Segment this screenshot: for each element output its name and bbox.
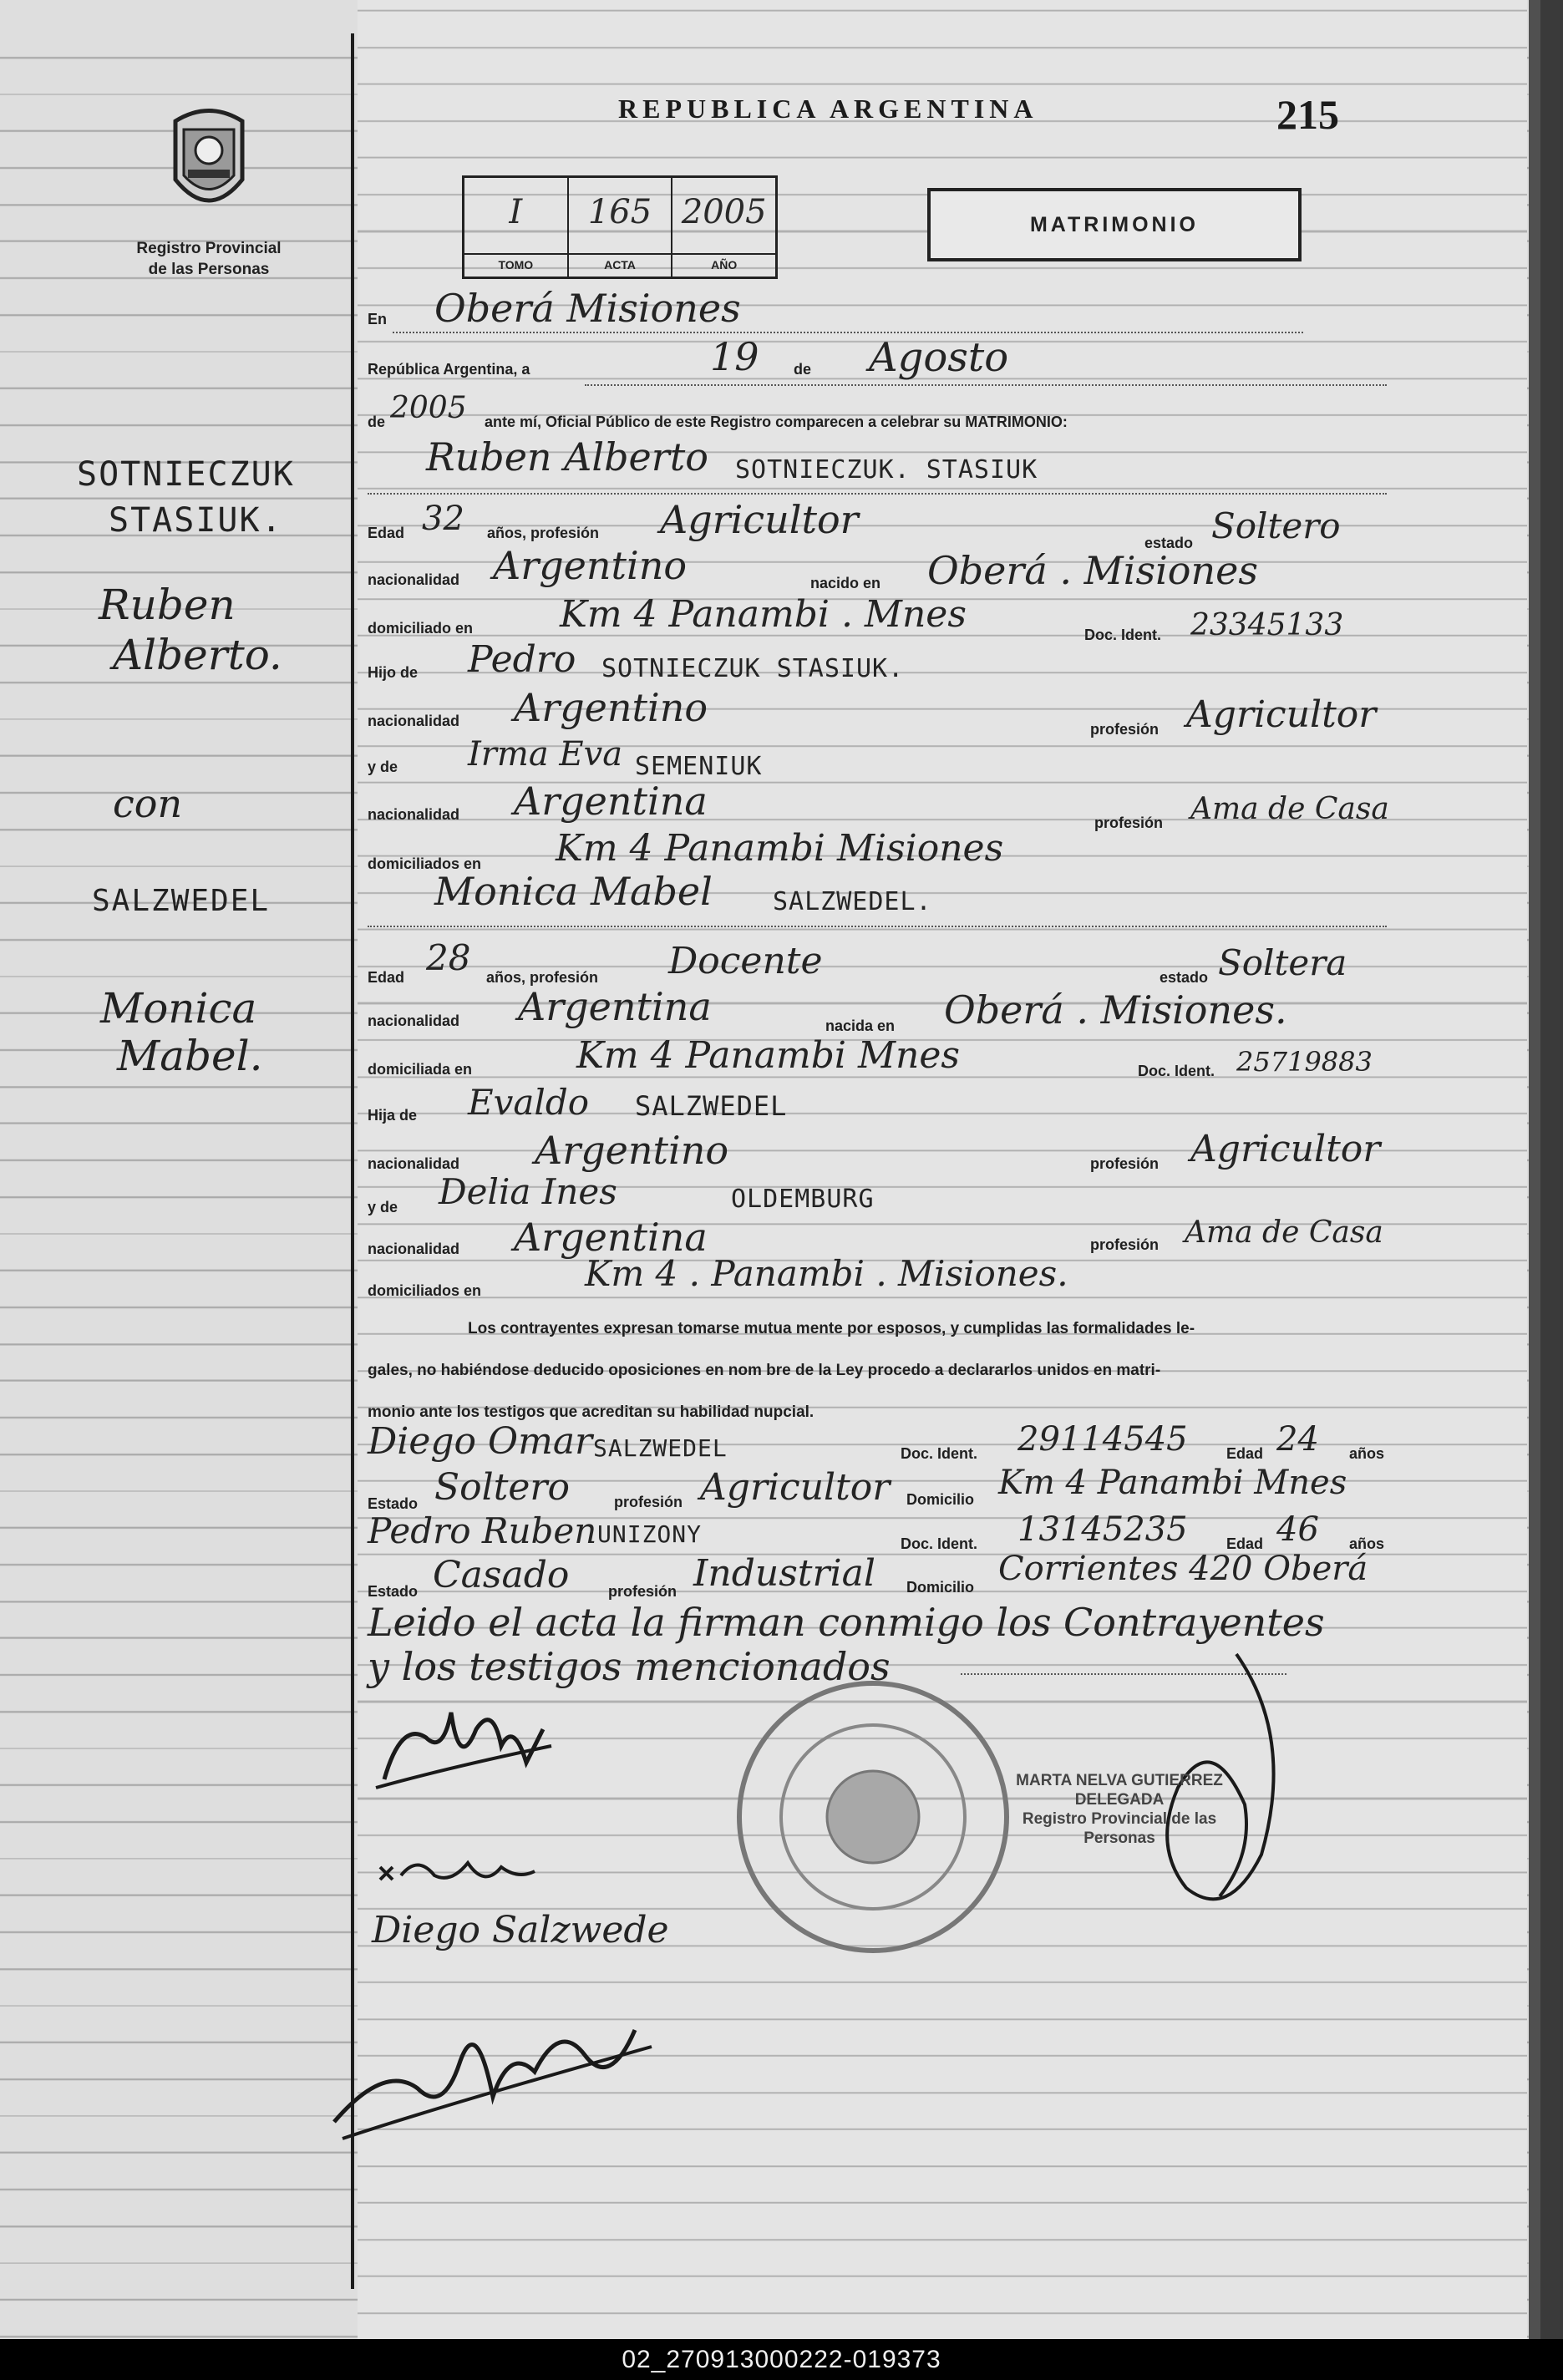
bride-mother-given: Delia Ines (439, 1171, 617, 1212)
declaration-line-2: gales, no habiéndose deducido oposiciones en nom bre de la Ley procedo a declararlos unidos en matri- (368, 1362, 1161, 1379)
official-stamp-text (986, 1771, 1253, 1855)
intro-text: ante mí, Oficial Público de este Registro comparecen a celebrar su MATRIMONIO: (485, 414, 1068, 430)
witness1-given: Diego Omar (368, 1420, 593, 1463)
groom-mother-nat: Argentina (514, 779, 708, 824)
closing-line-2: y los testigos mencionados (368, 1644, 891, 1689)
bride-name-line (368, 926, 1387, 927)
tomo-cell (464, 178, 569, 277)
witness1-estado-label: Estado (368, 1495, 419, 1512)
record-type-box: MATRIMONIO (927, 188, 1302, 261)
witness2-age: 46 (1276, 1510, 1319, 1549)
bride-surname: SALZWEDEL. (773, 887, 932, 916)
bride-doc-label: Doc. Ident. (1138, 1063, 1215, 1079)
groom-profession: Agricultor (660, 497, 859, 542)
official-registry: Registro Provincial de las Personas (1022, 1810, 1217, 1847)
witness1-domicilio-label: Domicilio (906, 1491, 975, 1508)
groom-nationality: Argentino (493, 543, 688, 588)
bride-mother-prof-label: profesión (1090, 1236, 1160, 1253)
groom-father-nat: Argentino (514, 685, 708, 730)
groom-father-given: Pedro (468, 638, 576, 681)
ano-cell (672, 178, 775, 277)
place-value: Oberá Misiones (434, 286, 741, 331)
witness2-prof-label: profesión (608, 1583, 677, 1600)
record-reference-box (462, 175, 778, 279)
republica-label: República Argentina, a (368, 361, 530, 378)
declaration-line-3: monio ante los testigos que acreditan su habilidad nupcial. (368, 1403, 814, 1421)
witness1-doc: 29114545 (1017, 1420, 1188, 1459)
registry-label-line2: de las Personas (148, 261, 270, 278)
bride-mother-prof: Ama de Casa (1185, 1215, 1383, 1250)
margin-con: con (113, 781, 183, 826)
groom-hijo-label: Hijo de (368, 664, 419, 681)
groom-mother-nat-label: nacionalidad (368, 806, 460, 823)
page-number: 215 (1276, 91, 1339, 138)
bride-domicile: Km 4 Panambi Mnes (576, 1034, 960, 1077)
groom-profesion-label: años, profesión (487, 525, 600, 541)
signature-witness1: Diego Salzwede (372, 1909, 669, 1951)
groom-father-prof-label: profesión (1090, 721, 1160, 738)
country-title: REPUBLICA ARGENTINA (618, 94, 1038, 124)
margin-bride-given-2: Mabel. (117, 1032, 263, 1080)
declaration-line-1: Los contrayentes expresan tomarse mutua mente por esposos, y cumplidas las formalidades le- (468, 1320, 1195, 1337)
groom-name-line (368, 493, 1387, 495)
bride-father-prof-label: profesión (1090, 1155, 1160, 1172)
groom-mother-given: Irma Eva (468, 735, 623, 774)
witness1-edad-label: Edad (1226, 1445, 1264, 1462)
bride-father-given: Evaldo (468, 1082, 590, 1123)
bride-given-name: Monica Mabel (434, 869, 713, 914)
de-label: de (794, 361, 812, 378)
margin-divider (351, 33, 354, 2289)
bride-father-nat: Argentino (535, 1128, 729, 1173)
bride-edad-label: Edad (368, 969, 405, 986)
groom-parents-dom-label: domiciliados en (368, 855, 482, 872)
page-edge (1529, 0, 1540, 2339)
bride-mother-surname: OLDEMBURG (731, 1185, 875, 1214)
bride-estado: Soltera (1218, 942, 1347, 983)
witness2-estado: Casado (433, 1554, 570, 1596)
witness1-surname: SALZWEDEL (593, 1434, 728, 1462)
month-value: Agosto (869, 334, 1009, 381)
signature-groom (368, 1687, 560, 1804)
bride-age: 28 (426, 937, 471, 978)
groom-nacionalidad-label: nacionalidad (368, 571, 460, 588)
groom-mother-prof: Ama de Casa (1190, 792, 1389, 826)
acta-label: ACTA (569, 253, 672, 271)
groom-estado: Soltero (1211, 505, 1341, 546)
place-line (393, 332, 1303, 333)
registry-emblem-icon (163, 104, 255, 221)
ano-value: 2005 (681, 193, 767, 231)
groom-domicilio-label: domiciliado en (368, 620, 474, 637)
witness2-surname: UNIZONY (597, 1520, 703, 1548)
bride-hija-label: Hija de (368, 1107, 418, 1124)
groom-doc: 23345133 (1190, 608, 1344, 642)
bride-father-prof: Agricultor (1190, 1128, 1381, 1170)
witness2-domicile: Corrientes 420 Oberá (998, 1550, 1368, 1588)
groom-estado-label: estado (1144, 535, 1194, 551)
bride-profession: Docente (668, 940, 823, 982)
groom-edad-label: Edad (368, 525, 405, 541)
bride-parents-dom: Km 4 . Panambi . Misiones. (585, 1253, 1068, 1294)
groom-parents-dom: Km 4 Panambi Misiones (556, 827, 1004, 870)
witness1-profession: Agricultor (700, 1466, 891, 1509)
groom-domicile: Km 4 Panambi . Mnes (560, 593, 967, 636)
official-seal-icon (727, 1671, 1019, 1963)
scan-footer: 02_270913000222-019373 (0, 2339, 1563, 2380)
year-prefix-label: de (368, 414, 386, 430)
acta-value: 165 (587, 193, 652, 231)
groom-mother-surname: SEMENIUK (635, 752, 763, 781)
witness1-doc-label: Doc. Ident. (901, 1445, 978, 1462)
acta-cell (569, 178, 673, 277)
bride-parents-dom-label: domiciliados en (368, 1282, 482, 1299)
margin-groom-surname-2: STASIUK. (109, 501, 283, 540)
witness2-edad-label: Edad (1226, 1535, 1264, 1552)
witness2-estado-label: Estado (368, 1583, 419, 1600)
bride-father-nat-label: nacionalidad (368, 1155, 460, 1172)
ano-label: AÑO (672, 253, 775, 271)
bride-birthplace: Oberá . Misiones. (944, 987, 1287, 1033)
bride-nacionalidad-label: nacionalidad (368, 1012, 460, 1029)
witness2-anos-label: años (1349, 1535, 1385, 1552)
official-name: MARTA NELVA GUTIERREZ (1016, 1772, 1223, 1789)
witness1-age: 24 (1276, 1420, 1319, 1459)
witness1-estado: Soltero (434, 1466, 570, 1509)
margin-groom-given-2: Alberto. (113, 631, 282, 679)
margin-groom-surname-1: SOTNIECZUK (77, 455, 295, 494)
registry-label-line1: Registro Provincial (136, 240, 282, 257)
bride-estado-label: estado (1160, 969, 1209, 986)
witness1-domicile: Km 4 Panambi Mnes (998, 1464, 1347, 1502)
groom-father-surname: SOTNIECZUK STASIUK. (601, 654, 905, 683)
closing-line-1: Leido el acta la firman conmigo los Contrayentes (368, 1600, 1325, 1645)
year-written-value: 2005 (390, 391, 467, 425)
day-value: 19 (710, 334, 759, 379)
groom-age: 32 (422, 500, 464, 538)
bride-yde-label: y de (368, 1199, 398, 1215)
bride-profesion-label: años, profesión (486, 969, 599, 986)
date-line (585, 384, 1387, 386)
margin-groom-given-1: Ruben (99, 581, 236, 629)
groom-yde-label: y de (368, 759, 398, 775)
groom-given-name: Ruben Alberto (426, 434, 708, 480)
bride-mother-nat-label: nacionalidad (368, 1241, 460, 1257)
tomo-value: I (509, 193, 523, 231)
bride-mother-nat: Argentina (514, 1215, 708, 1260)
groom-birthplace: Oberá . Misiones (927, 548, 1258, 593)
bride-father-surname: SALZWEDEL (635, 1090, 788, 1122)
official-title: DELEGADA (1074, 1791, 1165, 1809)
groom-surname: SOTNIECZUK. STASIUK (735, 455, 1038, 485)
signature-bride (368, 1838, 551, 1896)
groom-father-prof: Agricultor (1186, 693, 1377, 736)
witness2-doc: 13145235 (1017, 1510, 1188, 1549)
witness2-doc-label: Doc. Ident. (901, 1535, 978, 1552)
witness2-profession: Industrial (693, 1552, 875, 1595)
groom-mother-prof-label: profesión (1094, 814, 1164, 831)
bride-doc: 25719883 (1236, 1046, 1373, 1078)
bride-nationality: Argentina (518, 984, 712, 1029)
margin-bride-given-1: Monica (100, 984, 257, 1033)
witness1-anos-label: años (1349, 1445, 1385, 1462)
groom-father-nat-label: nacionalidad (368, 713, 460, 729)
groom-nacido-label: nacido en (810, 575, 881, 591)
bride-domicilio-label: domiciliada en (368, 1061, 473, 1078)
en-label: En (368, 311, 388, 327)
bride-nacida-label: nacida en (825, 1017, 896, 1034)
witness2-given: Pedro Ruben (368, 1510, 597, 1551)
witness1-prof-label: profesión (614, 1494, 683, 1510)
tomo-label: TOMO (464, 253, 567, 271)
groom-doc-label: Doc. Ident. (1084, 627, 1162, 643)
margin-bride-surname: SALZWEDEL (92, 884, 271, 918)
registry-label (100, 238, 317, 280)
signature-witness2 (317, 1997, 668, 2164)
witness2-domicilio-label: Domicilio (906, 1579, 975, 1596)
